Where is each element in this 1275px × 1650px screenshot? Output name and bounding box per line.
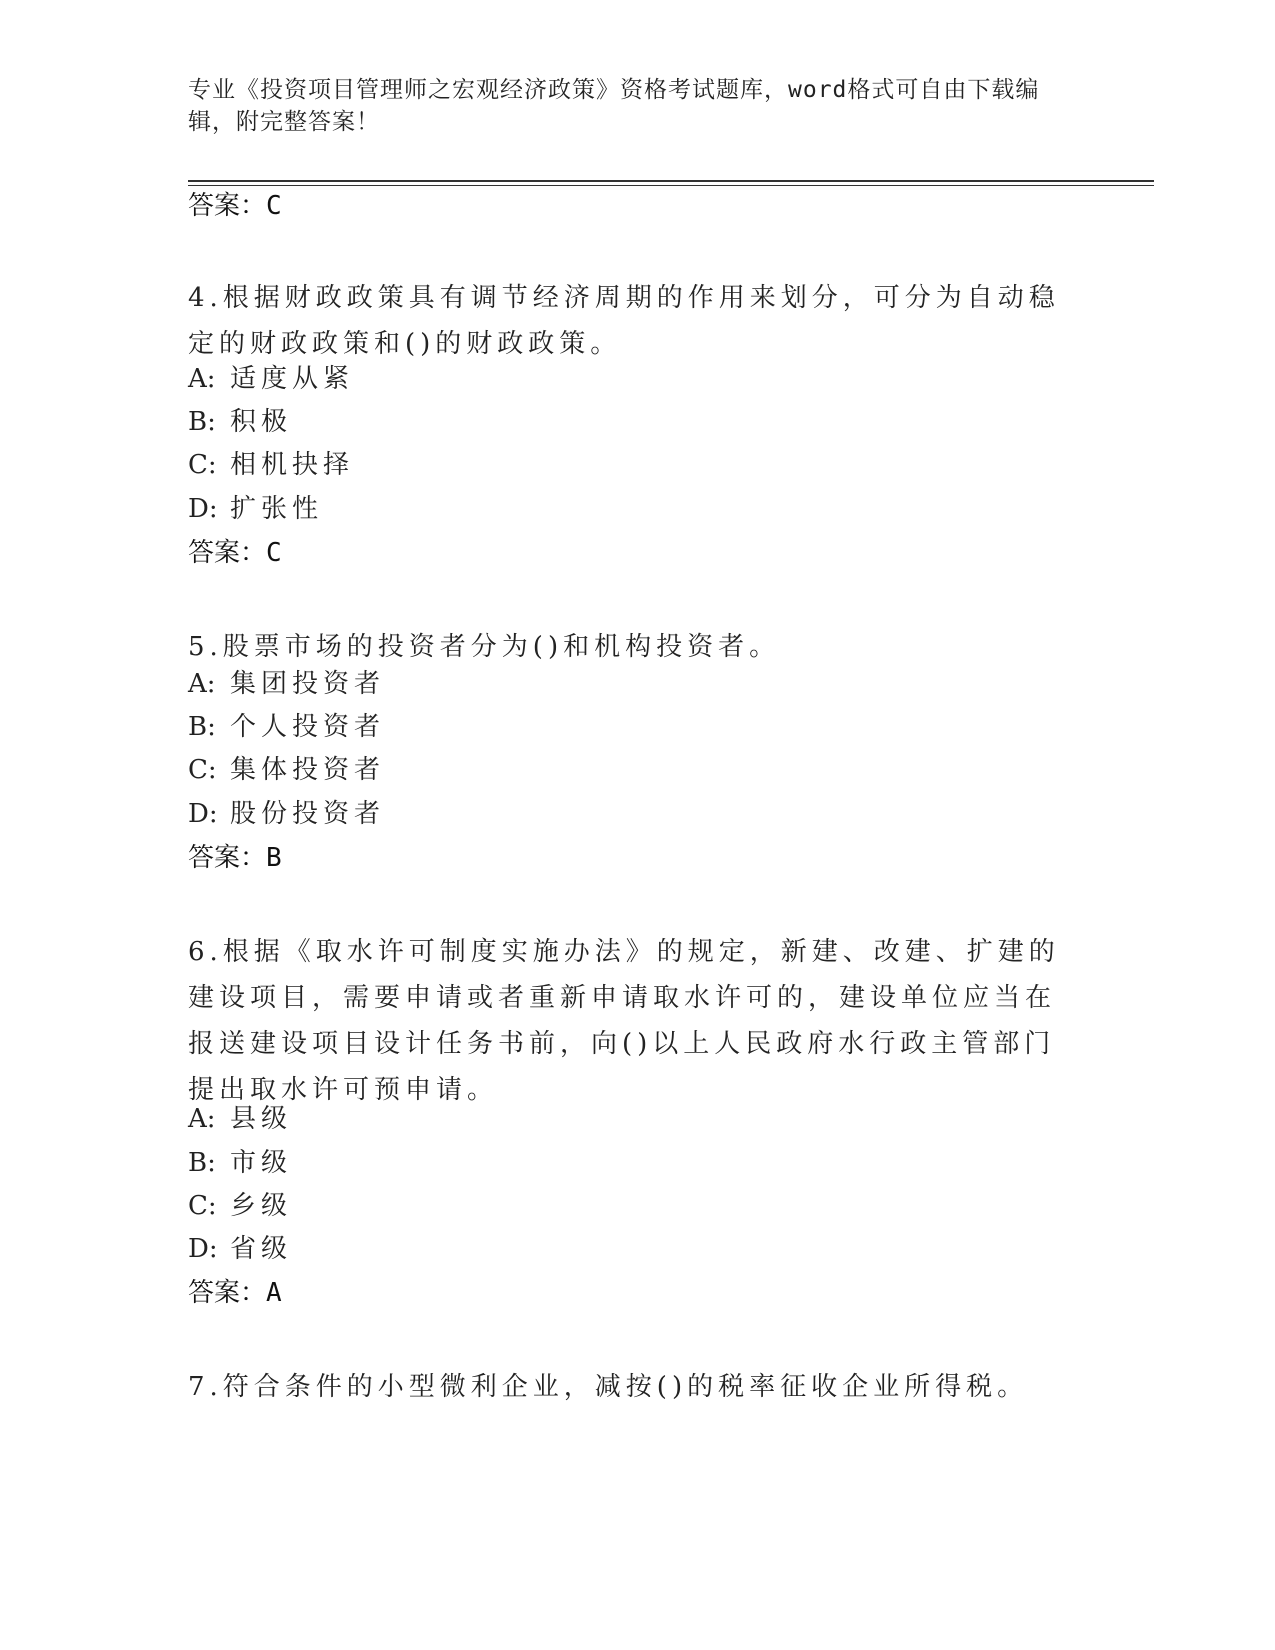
option-d [188, 798, 385, 830]
answer-line [188, 190, 282, 222]
option-text: 扩张性 [230, 494, 324, 524]
option-a [188, 668, 385, 700]
header-rule-thin [188, 185, 1154, 186]
option-text: 集体投资者 [230, 755, 386, 785]
option-key: D: [188, 1234, 218, 1264]
question-stem: 7.符合条件的小型微利企业，减按()的税率征收企业所得税。 [188, 1372, 1029, 1402]
option-text: 省级 [230, 1234, 293, 1264]
option-key: D: [188, 494, 218, 524]
option-c [188, 449, 354, 481]
option-key: D: [188, 799, 218, 829]
header-rule-thick [188, 180, 1154, 182]
answer-value: A [266, 1278, 282, 1308]
option-c [188, 754, 385, 786]
option-text: 积极 [230, 407, 293, 437]
answer-line [188, 537, 282, 569]
answer-value: B [266, 843, 282, 873]
option-a [188, 1103, 292, 1135]
option-key: A: [188, 364, 216, 394]
answer-label: 答案： [188, 191, 267, 221]
option-d [188, 1233, 292, 1265]
option-b [188, 1147, 292, 1179]
answer-line [188, 842, 282, 874]
option-c [188, 1190, 292, 1222]
option-key: A: [188, 1104, 216, 1134]
option-key: C: [188, 755, 217, 785]
option-d [188, 493, 323, 525]
option-key: C: [188, 1191, 217, 1221]
option-key: B: [188, 407, 216, 437]
answer-label: 答案： [188, 843, 267, 873]
option-text: 集团投资者 [230, 669, 386, 699]
option-key: B: [188, 1148, 216, 1178]
option-text: 县级 [230, 1104, 293, 1134]
question-stem: 5.股票市场的投资者分为()和机构投资者。 [188, 632, 781, 662]
answer-line [188, 1277, 282, 1309]
option-text: 适度从紧 [230, 364, 355, 394]
option-text: 市级 [230, 1148, 293, 1178]
option-key: A: [188, 669, 216, 699]
answer-label: 答案： [188, 1278, 267, 1308]
option-a [188, 363, 354, 395]
option-key: B: [188, 712, 216, 742]
header-text: 专业《投资项目管理师之宏观经济政策》资格考试题库，word格式可自由下载编辑，附完整答案！ [188, 77, 1040, 135]
option-b [188, 406, 292, 438]
question-stem: 6.根据《取水许可制度实施办法》的规定，新建、改建、扩建的建设项目，需要申请或者重新申请取水许可的，建设单位应当在报送建设项目设计任务书前，向()以上人民政府水行政主管部门提出取水许可预申请。 [188, 937, 1060, 1105]
option-text: 乡级 [230, 1191, 293, 1221]
option-text: 相机抉择 [230, 450, 355, 480]
option-text: 股份投资者 [230, 799, 386, 829]
question-stem: 4.根据财政政策具有调节经济周期的作用来划分，可分为自动稳定的财政政策和()的财政政策。 [188, 283, 1060, 359]
option-key: C: [188, 450, 217, 480]
option-b [188, 711, 385, 743]
answer-label: 答案： [188, 538, 267, 568]
option-text: 个人投资者 [230, 712, 386, 742]
answer-value: C [266, 191, 282, 221]
answer-value: C [266, 538, 282, 568]
